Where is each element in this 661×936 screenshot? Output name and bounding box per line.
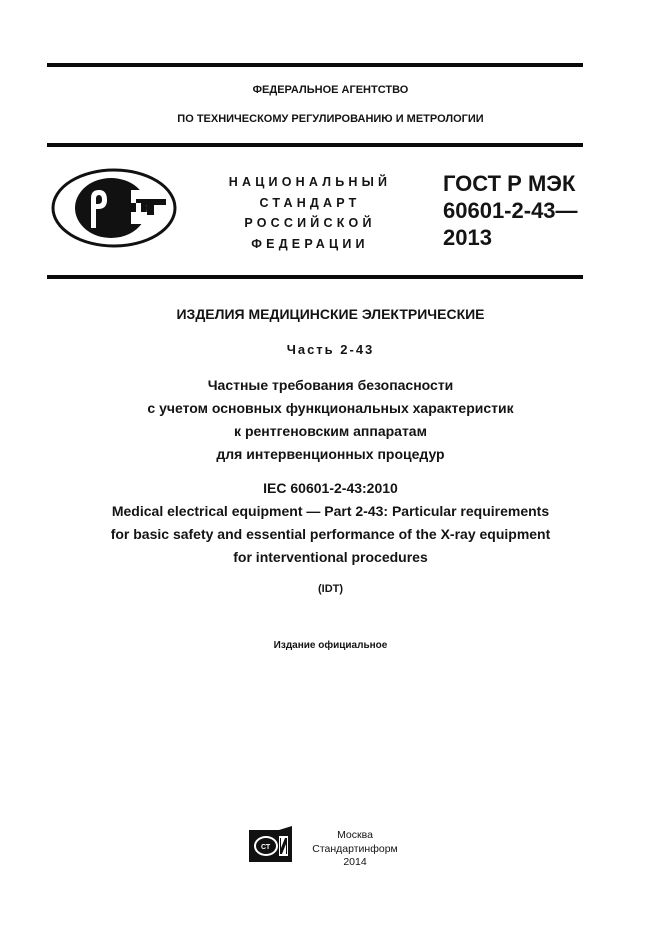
publisher-year: 2014 [343, 856, 367, 868]
subtitle-en-line-2: for basic safety and essential performance of the X-ray equipment [110, 526, 551, 542]
gost-r-logo-icon [51, 168, 177, 248]
publisher-city: Москва [337, 829, 373, 841]
svg-text:СТ: СТ [261, 844, 271, 851]
designation-line-2: 60601-2-43— [443, 198, 578, 223]
header-rule [47, 143, 583, 147]
idt-label: (IDT) [317, 583, 344, 595]
natstd-line-4: ФЕДЕРАЦИИ [251, 236, 369, 251]
natstd-line-3: РОССИЙСКОЙ [244, 216, 376, 230]
designation-line-3: 2013 [443, 225, 492, 250]
agency-line-2: ПО ТЕХНИЧЕСКОМУ РЕГУЛИРОВАНИЮ И МЕТРОЛОГИИ [177, 113, 484, 125]
title-rule [47, 275, 583, 279]
subtitle-ru [0, 374, 661, 466]
designation-line-1: ГОСТ Р МЭК [443, 171, 576, 196]
national-standard-label [205, 172, 415, 254]
standard-designation [443, 170, 578, 251]
subtitle-ru-line-3: к рентгеновским аппаратам [234, 423, 427, 439]
subtitle-ru-line-2: с учетом основных функциональных характеристик [147, 400, 514, 416]
agency-line-1: ФЕДЕРАЛЬНОЕ АГЕНТСТВО [252, 84, 409, 96]
natstd-line-2: СТАНДАРТ [259, 195, 361, 210]
subtitle-en [0, 500, 661, 569]
top-rule [47, 63, 583, 67]
iec-reference: IEC 60601-2-43:2010 [263, 480, 398, 496]
publisher-name: Стандартинформ [312, 842, 398, 855]
publisher-info [305, 829, 405, 870]
edition-label: Издание официальное [273, 640, 388, 651]
natstd-line-1: НАЦИОНАЛЬНЫЙ [228, 175, 392, 189]
subtitle-ru-line-4: для интервенционных процедур [216, 446, 445, 462]
standartinform-logo-icon [249, 826, 292, 862]
subtitle-en-line-3: for interventional procedures [233, 549, 428, 565]
document-title: ИЗДЕЛИЯ МЕДИЦИНСКИЕ ЭЛЕКТРИЧЕСКИЕ [176, 306, 485, 322]
document-part: Часть 2-43 [286, 342, 375, 357]
subtitle-en-line-1: Medical electrical equipment — Part 2-43: Particular requirements [111, 503, 550, 519]
subtitle-ru-line-1: Частные требования безопасности [207, 377, 454, 393]
